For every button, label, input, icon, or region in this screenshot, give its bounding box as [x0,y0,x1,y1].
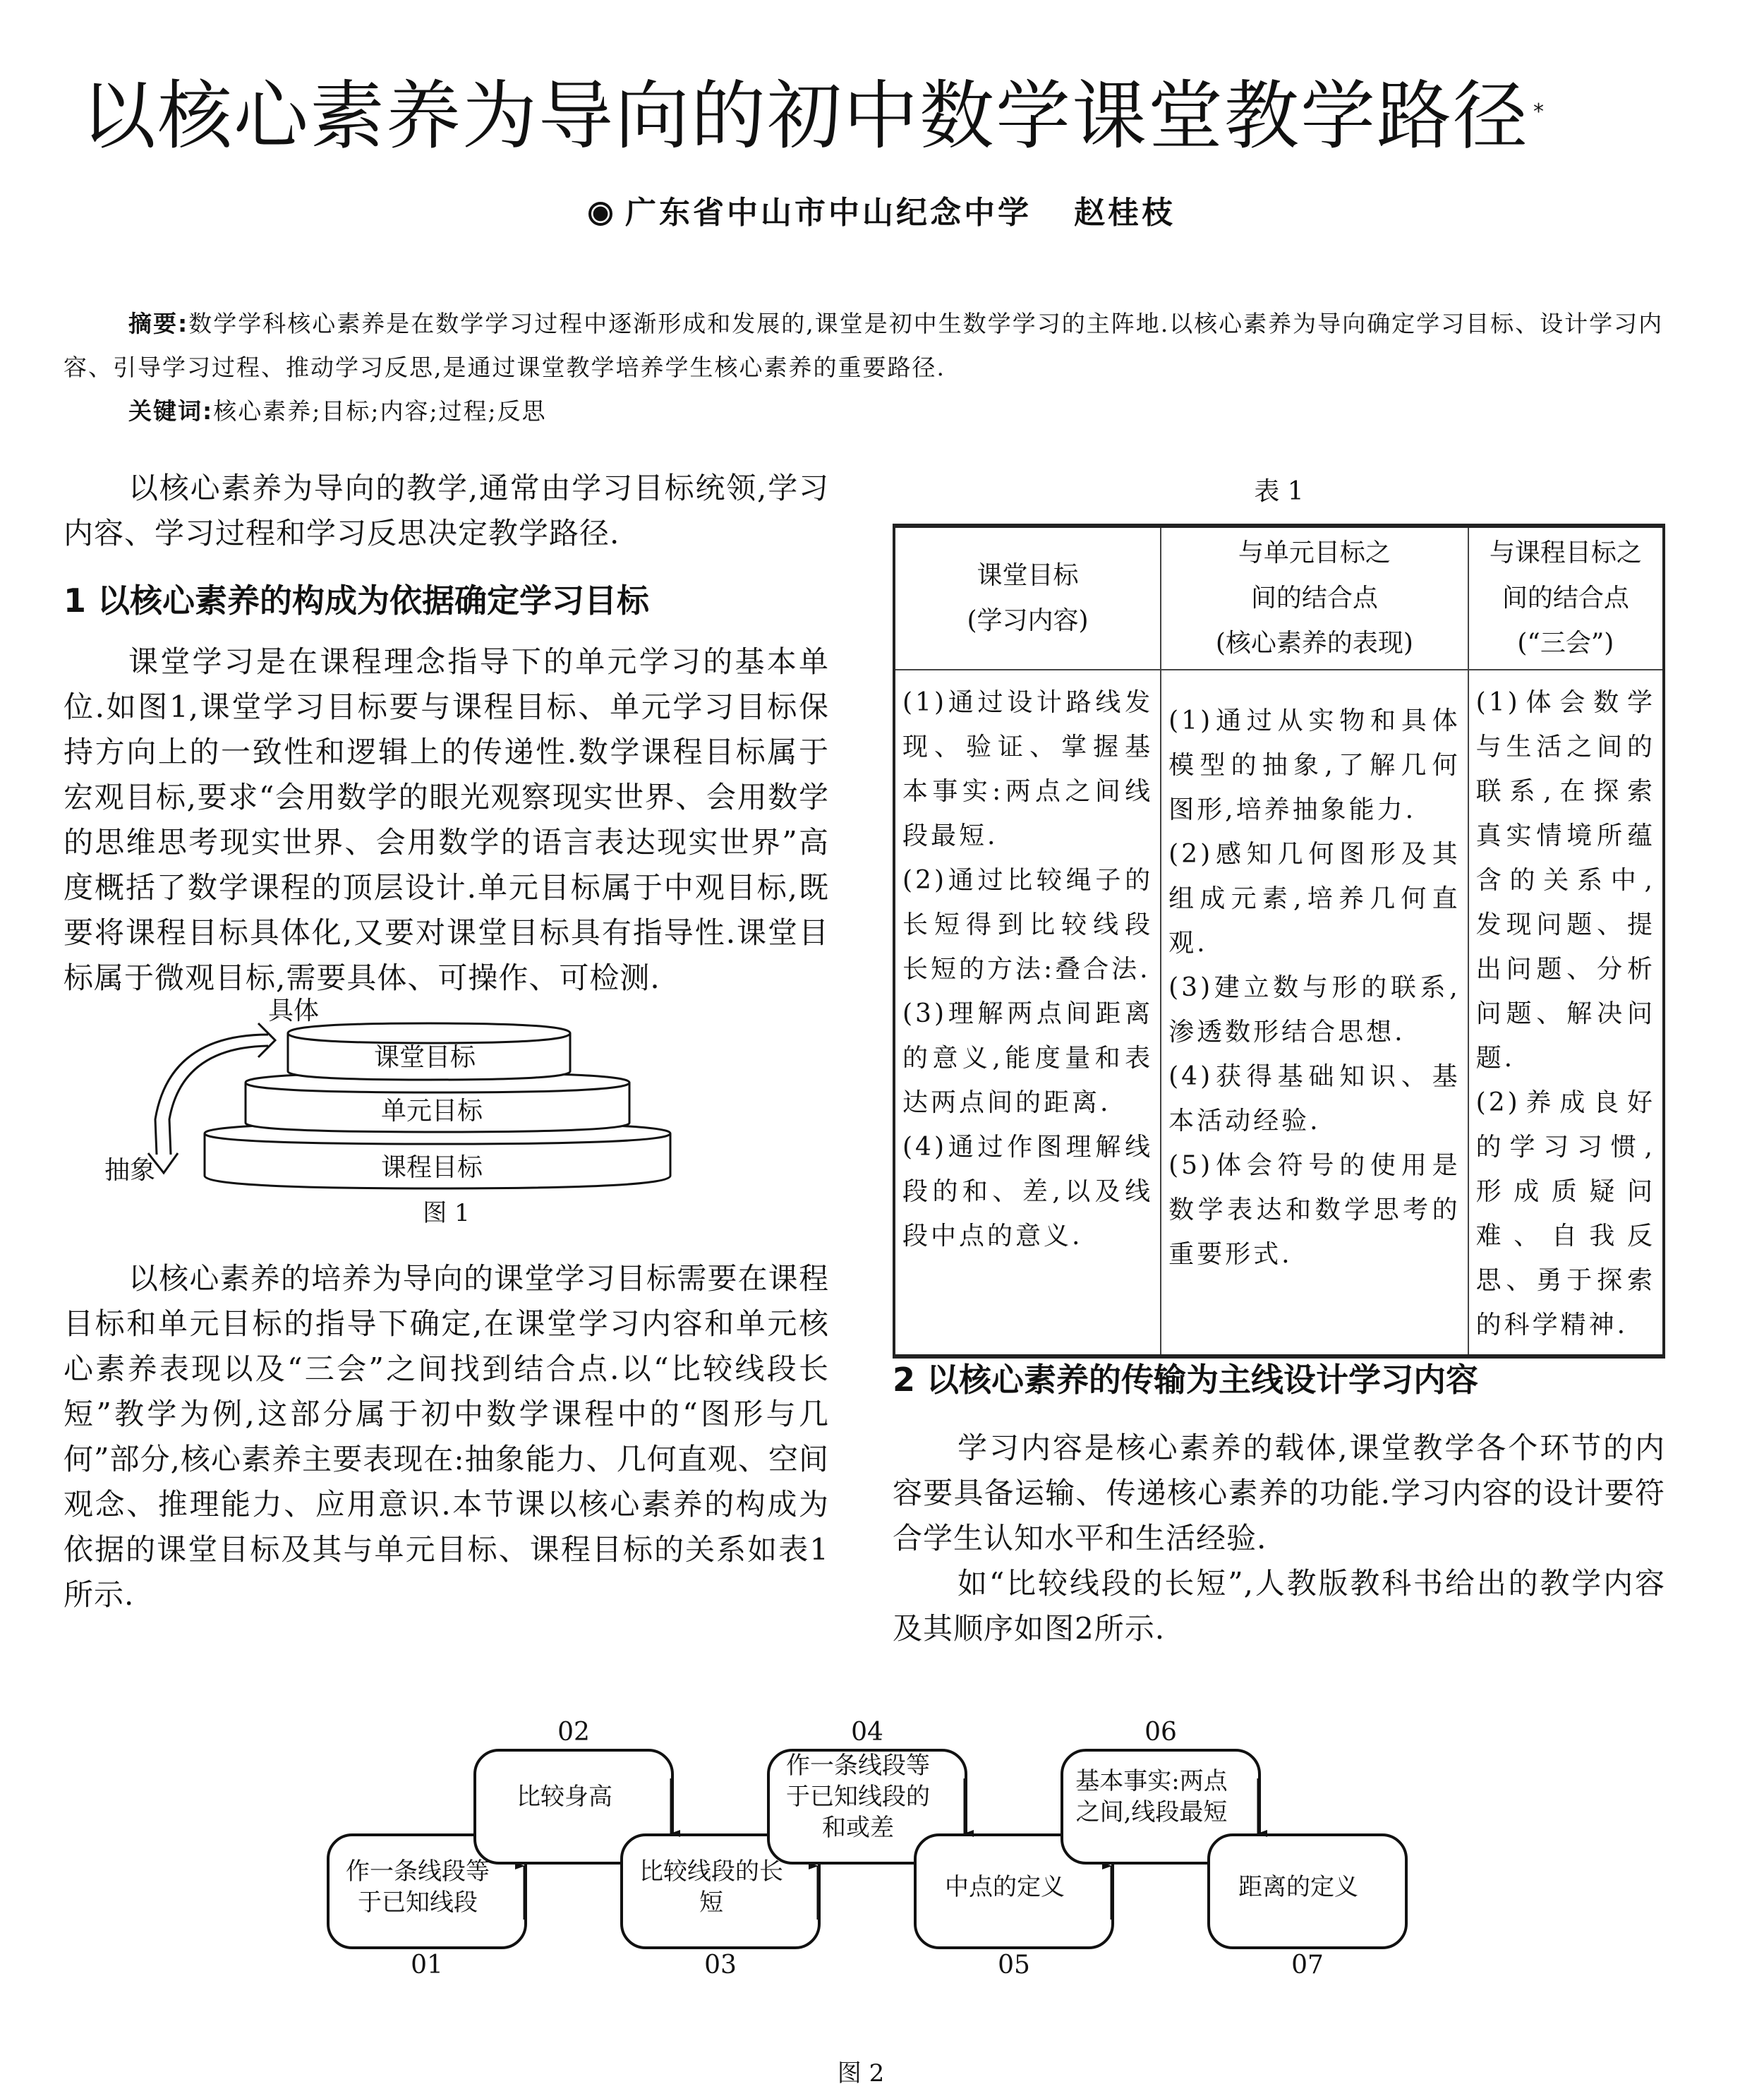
figure-1-label-concrete: 具体 [268,996,320,1025]
figure-1-layer-course-goal: 课程目标 [381,1153,483,1182]
table-item: (1)通过设计路线发现、验证、掌握基本事实:两点之间线段最短. [902,688,1154,850]
flow-step-text: 作一条线段等于已知线段的和或差 [786,1752,930,1842]
keywords-text: 核心素养;目标;内容;过程;反思 [213,397,547,425]
author-affiliation: 广东省中山市中山纪念中学 [625,195,1032,231]
table-1 [893,524,1665,1359]
section-1-paragraph-1: 课堂学习是在课程理念指导下的单元学习的基本单位.如图1,课堂学习目标要与课程目标、单元学习目标保持方向上的一致性和逻辑上的传递性.数学课程目标属于宏观目标,要求“会用数学的眼光观察现实世界、会用数学的思维思考现实世界、会用数学的语言表达现实世界”高度概括了数学课程的顶层设计.单元目标属于中观目标,既要将课程目标具体化,又要对课堂目标具有指导性.课堂目标属于微观目标,需要具体、可操作、可检测. [64,644,829,995]
paper-title [81,71,1704,162]
flow-step-number: 01 [411,1951,443,1980]
figure-1-layer-class-goal: 课堂目标 [374,1043,476,1072]
abstract-label: 摘要: [128,310,189,337]
table-cell-course-links [1468,670,1664,1356]
section-2-paragraph-1: 学习内容是核心素养的载体,课堂教学各个环节的内容要具备运输、传递核心素养的功能.学习内容的设计要符合学生认知水平和生活经验. [893,1431,1665,1555]
bullet-circle-icon [588,202,612,226]
abstract [64,302,1665,390]
title-footnote-mark: * [1533,100,1545,124]
table-item: (2)通过比较绳子的长短得到比较线段长短的方法:叠合法. [902,866,1154,984]
flow-step-number: 02 [557,1718,590,1747]
figure-1-layer-unit-goal: 单元目标 [381,1097,483,1126]
section-2-heading: 2 以核心素养的传输为主线设计学习内容 [893,1361,1479,1399]
figure-1-label-abstract: 抽象 [104,1156,156,1185]
left-column [64,466,829,1618]
table-item: (4)通过作图理解线段的和、差,以及线段中点的意义. [902,1133,1154,1251]
table-header-class-goal: 课堂目标 (学习内容) [894,526,1161,670]
flow-step-number: 04 [851,1718,883,1747]
author-line [0,192,1764,234]
keywords-label: 关键词: [128,397,214,425]
table-header-row [894,526,1664,670]
flow-step-number: 03 [704,1951,737,1980]
flow-step-text: 距离的定义 [1238,1873,1358,1901]
section-1-heading: 1 以核心素养的构成为依据确定学习目标 [64,582,650,620]
figure-2-caption: 图 2 [837,2059,885,2088]
table-item: (1)体会数学与生活之间的联系,在探索真实情境所蕴含的关系中,发现问题、提出问题、分析问题、解决问题. [1475,688,1655,1073]
flow-step-text: 基本事实:两点之间,线段最短 [1075,1767,1228,1826]
author-name: 赵桂枝 [1074,195,1176,231]
table-item: (1)通过从实物和具体模型的抽象,了解几何图形,培养抽象能力. [1168,706,1461,824]
table-header-course-link: 与课程目标之 间的结合点 (“三会”) [1468,526,1664,670]
flow-step-number: 05 [998,1951,1030,1980]
table-cell-unit-links [1161,670,1468,1356]
table-item: (2)养成良好的学习习惯,形成质疑问难、自我反思、勇于探索的科学精神. [1475,1088,1655,1339]
flow-step-text: 比较线段的长短 [639,1857,783,1917]
table-item: (3)建立数与形的联系,渗透数形结合思想. [1168,973,1461,1047]
section-2-paragraph-2: 如“比较线段的长短”,人教版教科书给出的教学内容及其顺序如图2所示. [893,1566,1665,1646]
table-cell-class-goals [894,670,1161,1356]
section-1-paragraph-2: 以核心素养的培养为导向的课堂学习目标需要在课程目标和单元目标的指导下确定,在课堂学习内容和单元核心素养表现以及“三会”之间找到结合点.以“比较线段长短”教学为例,这部分属于初中数学课程中的“图形与几何”部分,核心素养主要表现在:抽象能力、几何直观、空间观念、推理能力、应用意识.本节课以核心素养的构成为依据的课堂目标及其与单元目标、课程目标的关系如表1所示. [64,1261,829,1612]
figure-1 [64,996,829,1246]
figure-2 [310,1718,1411,2089]
keywords [64,390,1665,433]
table-item: (3)理解两点间距离的意义,能度量和表达两点间的距离. [902,999,1154,1117]
table-1-caption: 表 1 [1254,477,1304,506]
table-item: (2)感知几何图形及其组成元素,培养几何直观. [1168,840,1461,958]
right-column [893,1355,1665,1651]
table-item: (4)获得基础知识、基本活动经验. [1168,1062,1461,1136]
abstract-text: 数学学科核心素养是在数学学习过程中逐渐形成和发展的,课堂是初中生数学学习的主阵地.以核心素养为导向确定学习目标、设计学习内容、引导学习过程、推动学习反思,是通过课堂教学培养学生核心素养的重要路径. [64,310,1664,381]
flow-step-text: 中点的定义 [945,1873,1065,1901]
figure-1-caption: 图 1 [423,1199,470,1227]
title-text: 以核心素养为导向的初中数学课堂教学路径 [81,73,1529,159]
flow-step-number: 06 [1144,1718,1177,1747]
flow-step-text: 作一条线段等于已知线段 [346,1857,490,1917]
abstract-block [64,302,1665,433]
flow-step-number: 07 [1291,1951,1324,1980]
table-header-unit-link: 与单元目标之 间的结合点 (核心素养的表现) [1161,526,1468,670]
intro-paragraph: 以核心素养为导向的教学,通常由学习目标统领,学习内容、学习过程和学习反思决定教学路径. [64,471,829,550]
table-row [894,670,1664,1356]
flow-step-text: 比较身高 [516,1783,612,1811]
table-item: (5)体会符号的使用是数学表达和数学思考的重要形式. [1168,1151,1461,1269]
